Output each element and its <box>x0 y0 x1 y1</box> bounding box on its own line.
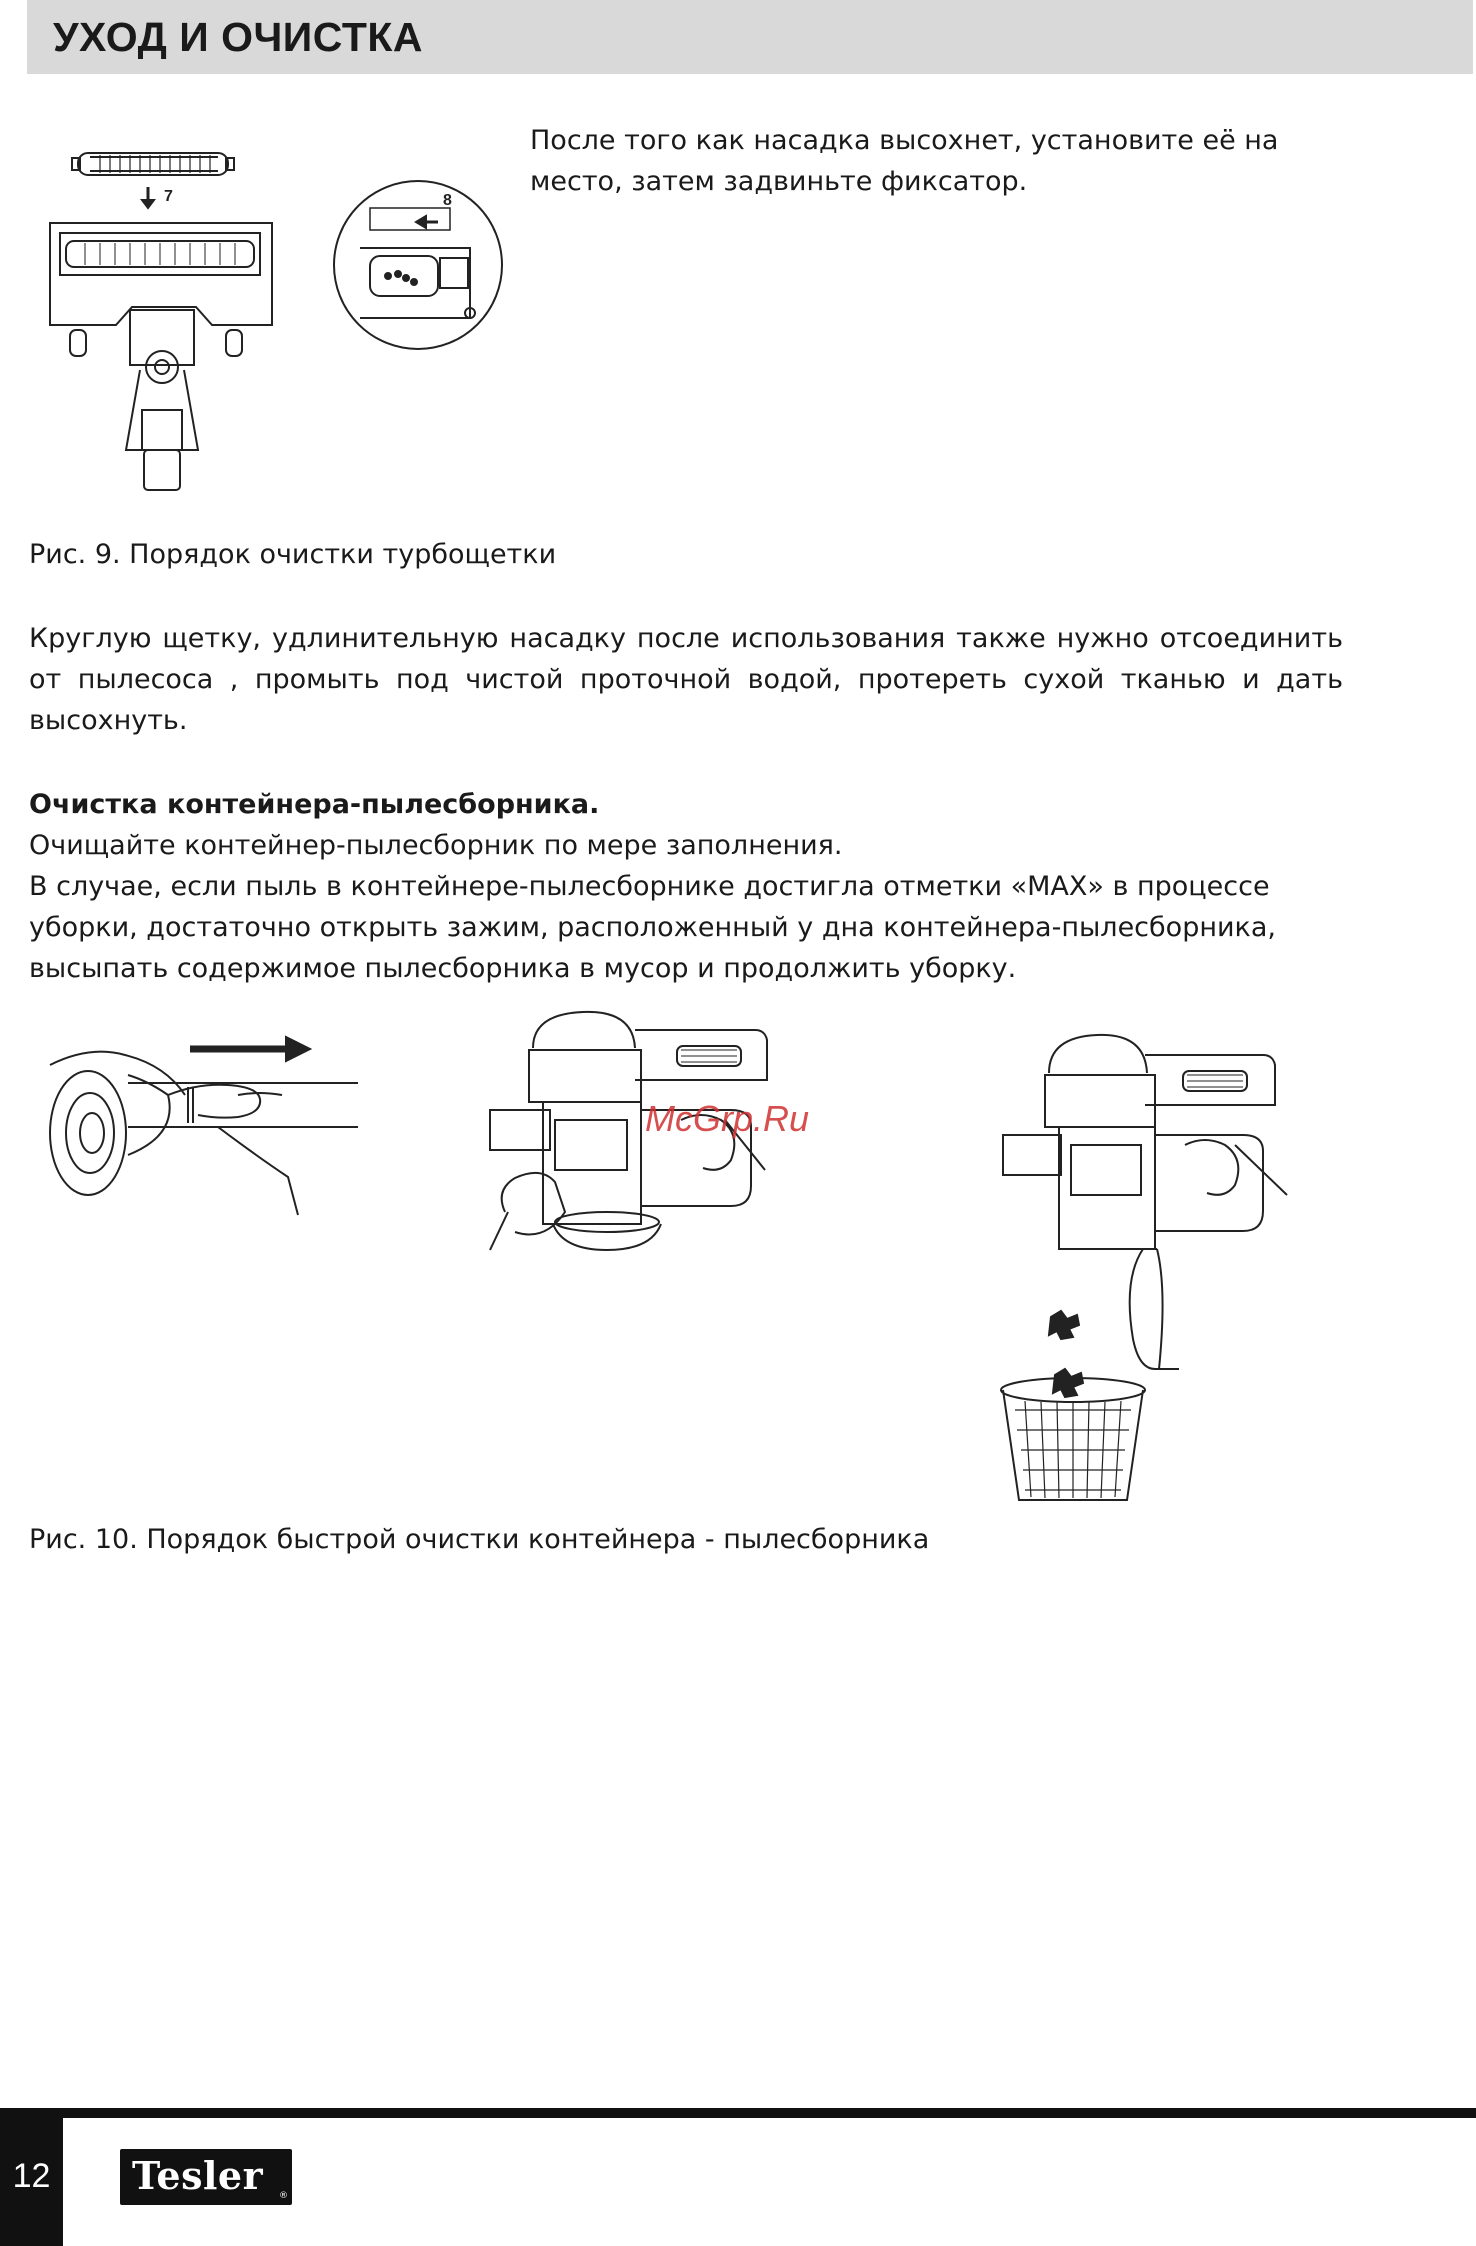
step-label-7: 7 <box>164 188 173 205</box>
page-number: 12 <box>12 2157 51 2195</box>
footer-rule <box>0 2108 1476 2118</box>
fig9-text-line-2: место, затем задвиньте фиксатор. <box>530 166 1028 197</box>
section-title: Очистка контейнера-пылесборника. <box>29 789 600 820</box>
para2-line-2: В случае, если пыль в контейнере-пылесборнике достигла отметки «MAX» в процессе <box>29 871 1270 902</box>
fig10-caption: Рис. 10. Порядок быстрой очистки контейнера - пылесборника <box>29 1524 930 1555</box>
logo-text: Tesler <box>132 2153 264 2198</box>
latch-detail-illustration <box>330 178 510 353</box>
vacuum-open-lid-illustration <box>485 1010 815 1270</box>
para1-line-2: от пылесоса , промыть под чистой проточной водой, протереть сухой тканью и дать <box>29 664 1343 695</box>
open-clip-illustration <box>48 1015 368 1215</box>
vacuum-empty-into-bin-illustration <box>995 1035 1315 1510</box>
page-header <box>27 0 1473 74</box>
page-title: УХОД И ОЧИСТКА <box>53 14 424 60</box>
para2-line-4: высыпать содержимое пылесборника в мусор и продолжить уборку. <box>29 953 1017 984</box>
para1-line-1: Круглую щетку, удлинительную насадку после использования также нужно отсоединить <box>29 623 1343 654</box>
para2-line-3: уборки, достаточно открыть зажим, расположенный у дна контейнера-пылесборника, <box>29 912 1276 943</box>
fig9-text-line-1: После того как насадка высохнет, установите её на <box>530 125 1279 156</box>
fig9-caption: Рис. 9. Порядок очистки турбощетки <box>29 539 557 570</box>
tesler-logo <box>120 2149 292 2205</box>
watermark: McGrp.Ru <box>645 1098 810 1139</box>
step-label-8: 8 <box>443 192 452 209</box>
para1-line-3: высохнуть. <box>29 705 188 736</box>
turbo-brush-illustration <box>40 145 310 495</box>
para2-line-1: Очищайте контейнер-пылесборник по мере заполнения. <box>29 830 843 861</box>
logo-registered-mark: ® <box>279 2191 288 2201</box>
